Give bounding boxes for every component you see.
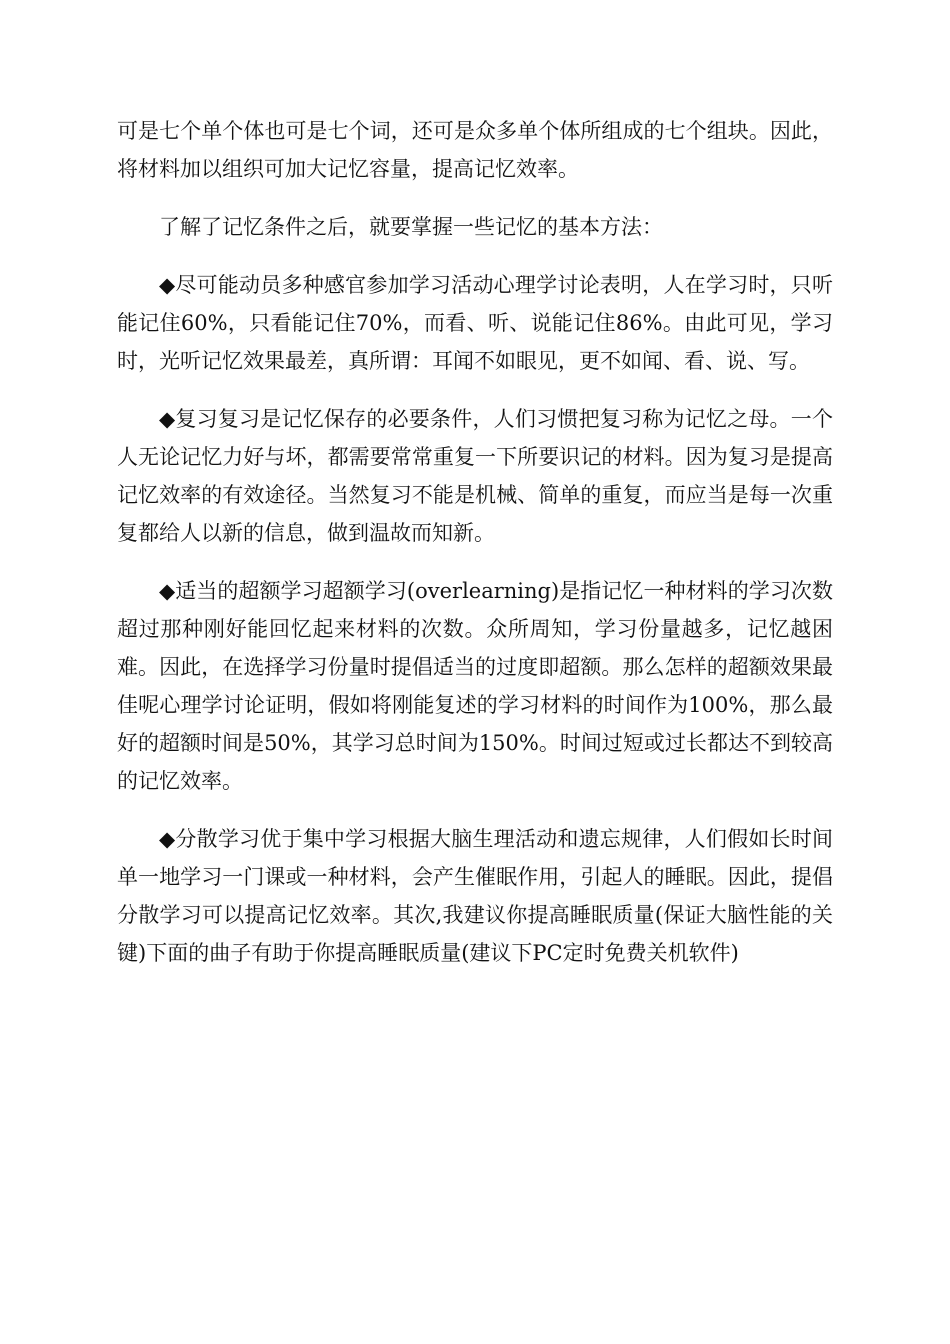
paragraph-text: 了解了记忆条件之后，就要掌握一些记忆的基本方法： <box>159 215 663 239</box>
paragraph-text: 分散学习优于集中学习根据大脑生理活动和遗忘规律，人们假如长时间单一地学习一门课或一种材料，会产生催眠作用，引起人的睡眠。因此，提倡分散学习可以提高记忆效率。其次,我建议你提高睡眠质量(保证大脑性能的关键)下面的曲子有助于你提高睡眠质量(建议下PC定时免费关机软件) <box>117 827 833 965</box>
paragraph-text: 适当的超额学习超额学习(overlearning)是指记忆一种材料的学习次数超过那种刚好能回忆起来材料的次数。众所周知，学习份量越多，记忆越困难。因此，在选择学习份量时提倡适当的过度即超额。那么怎样的超额效果最佳呢心理学讨论证明，假如将刚能复述的学习材料的时间作为100%，那么最好的超额时间是50%，其学习总时间为150%。时间过短或过长都达不到较高的记忆效率。 <box>117 579 833 793</box>
diamond-bullet-icon: ◆ <box>159 827 176 851</box>
diamond-bullet-icon: ◆ <box>159 273 176 297</box>
paragraph-senses <box>117 266 833 380</box>
paragraph-text: 尽可能动员多种感官参加学习活动心理学讨论表明，人在学习时，只听能记住60%，只看能记住70%，而看、听、说能记住86%。由此可见，学习时，光听记忆效果最差，真所谓：耳闻不如眼见，更不如闻、看、说、写。 <box>117 273 833 373</box>
paragraph-text: 可是七个单个体也可是七个词，还可是众多单个体所组成的七个组块。因此，将材料加以组织可加大记忆容量，提高记忆效率。 <box>117 119 833 181</box>
diamond-bullet-icon: ◆ <box>159 407 176 431</box>
paragraph-overlearning <box>117 572 833 800</box>
paragraph-review <box>117 400 833 552</box>
paragraph-intro <box>117 112 833 188</box>
diamond-bullet-icon: ◆ <box>159 579 176 603</box>
paragraph-methods-lead <box>117 208 833 246</box>
paragraph-distributed-learning <box>117 820 833 972</box>
paragraph-text: 复习复习是记忆保存的必要条件，人们习惯把复习称为记忆之母。一个人无论记忆力好与坏，都需要常常重复一下所要识记的材料。因为复习是提高记忆效率的有效途径。当然复习不能是机械、简单的重复，而应当是每一次重复都给人以新的信息，做到温故而知新。 <box>117 407 833 545</box>
document-page <box>117 112 833 992</box>
